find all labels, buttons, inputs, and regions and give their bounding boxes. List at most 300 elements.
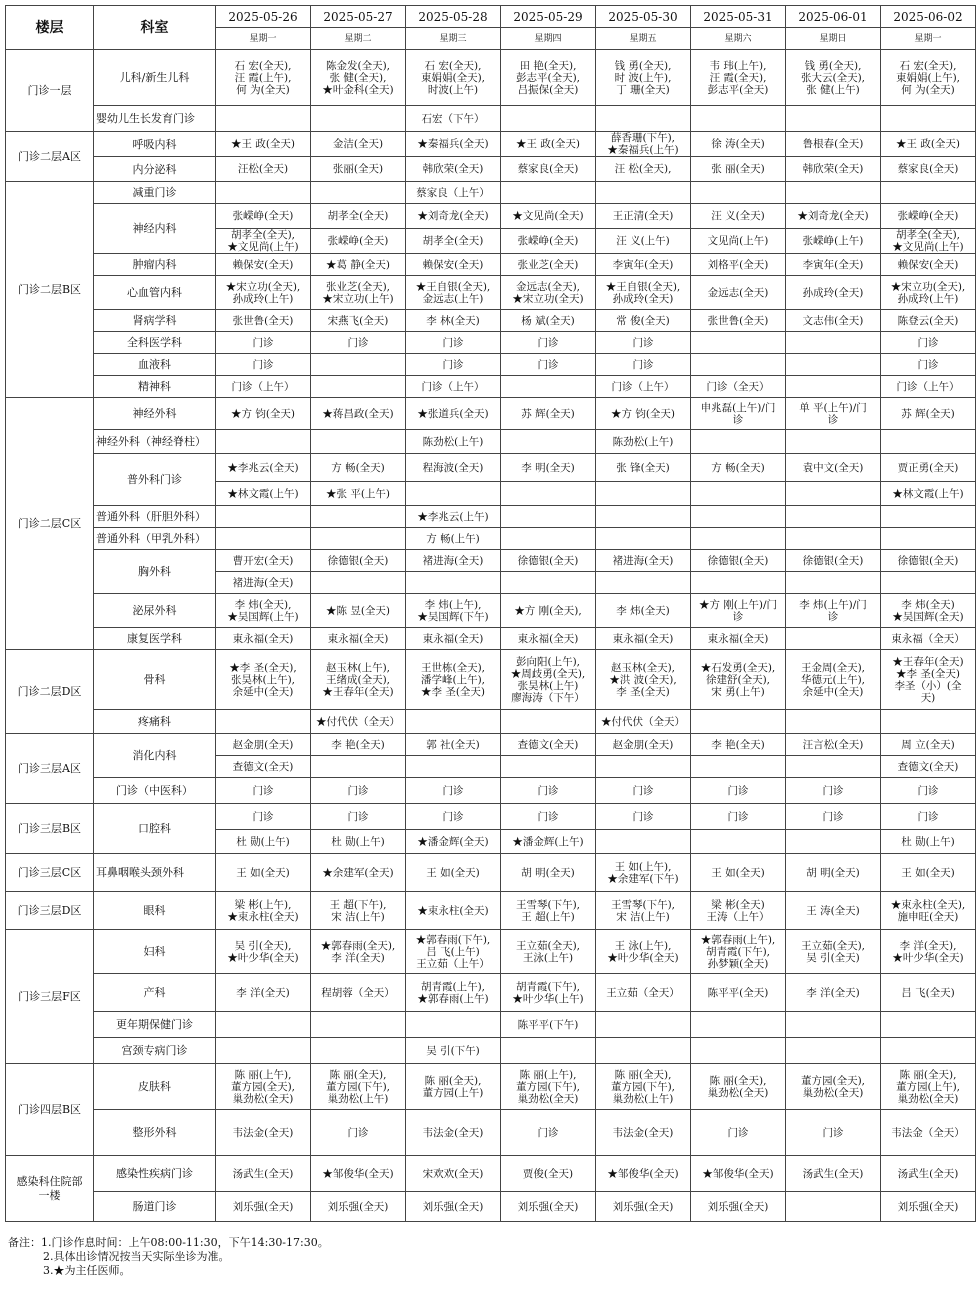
doctor-cell: ★余建军(全天): [311, 854, 406, 892]
doctor-cell: 汤武生(全天): [216, 1156, 311, 1192]
doctor-cell: [786, 332, 881, 354]
dept-cell: 全科医学科: [94, 332, 216, 354]
doctor-cell: 王正清(全天): [596, 204, 691, 229]
dept-cell: 普通外科（甲乳外科）: [94, 528, 216, 550]
doctor-cell: [311, 106, 406, 132]
doctor-cell: 门诊: [786, 1110, 881, 1156]
dept-cell: 血液科: [94, 354, 216, 376]
doctor-cell: [501, 182, 596, 204]
doctor-cell: 门诊: [216, 332, 311, 354]
doctor-cell: 张 丽(全天): [691, 157, 786, 182]
doctor-cell: 汪 义(全天): [691, 204, 786, 229]
doctor-cell: [311, 528, 406, 550]
date-header: 2025-05-28: [406, 6, 501, 28]
doctor-cell: 鲁根春(全天): [786, 132, 881, 157]
doctor-cell: 张业芝(全天), ★宋立功(上午): [311, 276, 406, 310]
doctor-cell: [691, 1012, 786, 1038]
doctor-cell: [501, 1038, 596, 1064]
table-row: [6, 734, 976, 756]
doctor-cell: 蔡家良（上午）: [406, 182, 501, 204]
doctor-cell: 陈 丽(全天), 巢劲松(全天): [691, 1064, 786, 1110]
doctor-cell: 李寅年(全天): [596, 254, 691, 276]
table-row: [6, 892, 976, 930]
doctor-cell: [691, 528, 786, 550]
doctor-cell: 杜 勋(上午): [311, 830, 406, 854]
doctor-cell: [406, 1012, 501, 1038]
doctor-cell: ★王春年(全天) ★李 圣(全天) 李圣（小）(全 天): [881, 650, 976, 710]
doctor-cell: [786, 1012, 881, 1038]
dept-cell: 整形外科: [94, 1110, 216, 1156]
doctor-cell: 程胡蓉（全天）: [311, 974, 406, 1012]
doctor-cell: [311, 572, 406, 594]
dept-cell: 神经内科: [94, 204, 216, 254]
doctor-cell: ★石发勇(全天), 徐建舒(全天), 宋 勇(上午): [691, 650, 786, 710]
doctor-cell: [881, 1038, 976, 1064]
doctor-cell: [786, 430, 881, 454]
doctor-cell: 门诊: [311, 1110, 406, 1156]
doctor-cell: ★王 政(全天): [881, 132, 976, 157]
doctor-cell: 赵金朋(全天): [216, 734, 311, 756]
doctor-cell: 李 洋(全天), ★叶少华(全天): [881, 930, 976, 974]
doctor-cell: 刘乐强(全天): [406, 1192, 501, 1222]
doctor-cell: [501, 528, 596, 550]
doctor-cell: 门诊: [501, 1110, 596, 1156]
floor-cell: 门诊四层B区: [6, 1064, 94, 1156]
table-row: [6, 204, 976, 229]
note-line: 2.具体出诊情况按当天实际坐诊为准。: [8, 1250, 230, 1263]
doctor-cell: 陈劲松(上午): [406, 430, 501, 454]
doctor-cell: 宋欢欢(全天): [406, 1156, 501, 1192]
table-row: [6, 157, 976, 182]
doctor-cell: 赵玉林(上午), 王绪成(全天), ★王春年(全天): [311, 650, 406, 710]
doctor-cell: 苏 辉(全天): [501, 398, 596, 430]
doctor-cell: 東永福(全天): [596, 628, 691, 650]
date-header: 2025-05-27: [311, 6, 406, 28]
doctor-cell: [406, 482, 501, 506]
doctor-cell: ★郭春雨(全天), 李 洋(全天): [311, 930, 406, 974]
doctor-cell: 董方园(全天), 巢劲松(全天): [786, 1064, 881, 1110]
date-header: 2025-05-31: [691, 6, 786, 28]
doctor-cell: ★付代伏（全天）: [596, 710, 691, 734]
doctor-cell: [691, 106, 786, 132]
doctor-cell: 门诊: [501, 354, 596, 376]
doctor-cell: 李 炜(全天), ★吴国辉(上午): [216, 594, 311, 628]
doctor-cell: [216, 506, 311, 528]
doctor-cell: 褚进海(全天): [406, 550, 501, 572]
doctor-cell: 胡 明(全天): [786, 854, 881, 892]
doctor-cell: 门诊（全天）: [691, 376, 786, 398]
doctor-cell: [691, 710, 786, 734]
doctor-cell: 胡 明(全天): [501, 854, 596, 892]
doctor-cell: 门诊: [216, 778, 311, 804]
doctor-cell: ★蒋昌政(全天): [311, 398, 406, 430]
doctor-cell: 金洁(全天): [311, 132, 406, 157]
doctor-cell: ★张 平(上午): [311, 482, 406, 506]
doctor-cell: 石 宏(全天), 東娟娟(上午), 何 为(全天): [881, 50, 976, 106]
doctor-cell: [596, 482, 691, 506]
doctor-cell: [881, 182, 976, 204]
date-header: 2025-06-01: [786, 6, 881, 28]
dept-cell: 呼吸内科: [94, 132, 216, 157]
doctor-cell: 刘乐强(全天): [691, 1192, 786, 1222]
doctor-cell: ★郭春雨(下午), 吕 飞(上午) 王立茹（上午）: [406, 930, 501, 974]
doctor-cell: ★李兆云(全天): [216, 454, 311, 482]
doctor-cell: ★宋立功(全天), 孙成玲(上午): [216, 276, 311, 310]
doctor-cell: 文见尚(上午): [691, 229, 786, 254]
doctor-cell: 王 如(上午), ★余建军(下午): [596, 854, 691, 892]
table-row: [6, 1110, 976, 1156]
dept-cell: 内分泌科: [94, 157, 216, 182]
doctor-cell: 门诊（上午）: [881, 376, 976, 398]
doctor-cell: 東永福(全天): [311, 628, 406, 650]
doctor-cell: [501, 710, 596, 734]
doctor-cell: 吴 引(下午): [406, 1038, 501, 1064]
doctor-cell: 门诊: [881, 332, 976, 354]
doctor-cell: [311, 1012, 406, 1038]
doctor-cell: 陈 丽(上午), 董方园(全天), 巢劲松(全天): [216, 1064, 311, 1110]
doctor-cell: [501, 756, 596, 778]
table-row: [6, 528, 976, 550]
table-row: [6, 550, 976, 572]
doctor-cell: 韦 玮(上午), 汪 霞(全天), 彭志平(全天): [691, 50, 786, 106]
floor-cell: 门诊二层C区: [6, 398, 94, 650]
doctor-cell: [881, 430, 976, 454]
dept-cell: 宫颈专病门诊: [94, 1038, 216, 1064]
doctor-cell: [596, 572, 691, 594]
doctor-cell: [216, 430, 311, 454]
doctor-cell: 韦法金(全天): [216, 1110, 311, 1156]
weekday-header: 星期一: [881, 28, 976, 50]
doctor-cell: 钱 勇(全天), 张大云(全天), 张 健(上午): [786, 50, 881, 106]
doctor-cell: ★宋立功(全天), 孙成玲(上午): [881, 276, 976, 310]
table-row: [6, 276, 976, 310]
doctor-cell: 東永福(全天): [216, 628, 311, 650]
doctor-cell: [596, 182, 691, 204]
doctor-cell: [216, 1012, 311, 1038]
doctor-cell: 查德文(全天): [216, 756, 311, 778]
doctor-cell: ★王 政(全天): [216, 132, 311, 157]
doctor-cell: 東永福(全天): [406, 628, 501, 650]
doctor-cell: 石 宏(全天), 汪 霞(上午), 何 为(全天): [216, 50, 311, 106]
doctor-cell: 门诊: [501, 778, 596, 804]
doctor-cell: 梁 彬(全天) 王涛（上午）: [691, 892, 786, 930]
doctor-cell: 门诊: [311, 332, 406, 354]
doctor-cell: 张丽(全天): [311, 157, 406, 182]
doctor-cell: [691, 572, 786, 594]
doctor-cell: 東永福(全天): [501, 628, 596, 650]
doctor-cell: 门诊: [596, 778, 691, 804]
doctor-cell: 赵金朋(全天): [596, 734, 691, 756]
doctor-cell: [216, 528, 311, 550]
date-header: 2025-05-29: [501, 6, 596, 28]
doctor-cell: 陈 丽(上午), 董方园(下午), 巢劲松(全天): [501, 1064, 596, 1110]
doctor-cell: 门诊: [406, 804, 501, 830]
doctor-cell: [311, 376, 406, 398]
doctor-cell: [406, 572, 501, 594]
doctor-cell: 李 洋(全天): [786, 974, 881, 1012]
doctor-cell: 陈平平(全天): [691, 974, 786, 1012]
doctor-cell: 石宏（下午）: [406, 106, 501, 132]
table-row: [6, 332, 976, 354]
doctor-cell: [786, 106, 881, 132]
dept-cell: 神经外科: [94, 398, 216, 430]
table-row: [6, 778, 976, 804]
doctor-cell: [501, 430, 596, 454]
doctor-cell: 徐德银(全天): [501, 550, 596, 572]
doctor-cell: 徐德银(全天): [311, 550, 406, 572]
doctor-cell: 门诊: [406, 354, 501, 376]
doctor-cell: 金远志(全天), ★宋立功(全天): [501, 276, 596, 310]
doctor-cell: 门诊: [501, 804, 596, 830]
doctor-cell: [691, 182, 786, 204]
doctor-cell: 门诊（上午）: [596, 376, 691, 398]
doctor-cell: 韦法金（全天）: [881, 1110, 976, 1156]
doctor-cell: 李 洋(全天): [216, 974, 311, 1012]
doctor-cell: 李 林(全天): [406, 310, 501, 332]
doctor-cell: ★方 刚(上午)/门 诊: [691, 594, 786, 628]
dept-cell: 眼科: [94, 892, 216, 930]
doctor-cell: 赖保安(全天): [406, 254, 501, 276]
note-line: 3.★为主任医师。: [8, 1264, 131, 1277]
table-row: [6, 594, 976, 628]
doctor-cell: 胡青霞(上午), ★郭春雨(上午): [406, 974, 501, 1012]
doctor-cell: [786, 528, 881, 550]
dept-cell: 普外科门诊: [94, 454, 216, 506]
doctor-cell: [311, 430, 406, 454]
dept-cell: 耳鼻咽喉头颈外科: [94, 854, 216, 892]
weekday-header: 星期一: [216, 28, 311, 50]
dept-cell: 皮肤科: [94, 1064, 216, 1110]
doctor-cell: 赖保安(全天): [881, 254, 976, 276]
doctor-cell: ★李兆云(上午): [406, 506, 501, 528]
doctor-cell: 梁 彬(上午), ★束永柱(全天): [216, 892, 311, 930]
floor-cell: 门诊三层B区: [6, 804, 94, 854]
doctor-cell: [691, 482, 786, 506]
doctor-cell: ★方 钧(全天): [216, 398, 311, 430]
doctor-cell: [786, 628, 881, 650]
doctor-cell: 褚进海(全天): [216, 572, 311, 594]
doctor-cell: 门诊: [311, 778, 406, 804]
doctor-cell: ★郭春雨(上午), 胡青霞(下午), 孙梦颖(全天): [691, 930, 786, 974]
table-row: [6, 454, 976, 482]
doctor-cell: ★李 圣(全天), 张昊林(上午), 余延中(全天): [216, 650, 311, 710]
doctor-cell: 张嵘峥(全天): [311, 229, 406, 254]
doctor-cell: [596, 1038, 691, 1064]
table-row: [6, 430, 976, 454]
doctor-cell: [881, 572, 976, 594]
doctor-cell: 杨 斌(全天): [501, 310, 596, 332]
doctor-cell: [691, 354, 786, 376]
table-row: [6, 930, 976, 974]
doctor-cell: 门诊（上午）: [216, 376, 311, 398]
doctor-cell: 门诊: [501, 332, 596, 354]
table-row: [6, 650, 976, 710]
dept-cell: 产科: [94, 974, 216, 1012]
doctor-cell: 汪 义(上午): [596, 229, 691, 254]
dept-cell: 骨科: [94, 650, 216, 710]
doctor-cell: ★方 钧(全天): [596, 398, 691, 430]
doctor-cell: 韦法金(全天): [596, 1110, 691, 1156]
doctor-cell: [881, 710, 976, 734]
doctor-cell: 胡青霞(下午), ★叶少华(上午): [501, 974, 596, 1012]
doctor-cell: [501, 106, 596, 132]
doctor-cell: ★潘金辉(全天): [406, 830, 501, 854]
doctor-cell: 李 明(全天): [501, 454, 596, 482]
doctor-cell: 王 如(全天): [406, 854, 501, 892]
doctor-cell: 東永福（全天）: [881, 628, 976, 650]
doctor-cell: 東永福(全天): [691, 628, 786, 650]
doctor-cell: 文志伟(全天): [786, 310, 881, 332]
doctor-cell: ★王自银(全天), 孙成玲(全天): [596, 276, 691, 310]
doctor-cell: ★方 刚(全天),: [501, 594, 596, 628]
doctor-cell: [881, 528, 976, 550]
doctor-cell: [786, 482, 881, 506]
dept-cell: 消化内科: [94, 734, 216, 778]
doctor-cell: 周 立(全天): [881, 734, 976, 756]
doctor-cell: [406, 710, 501, 734]
doctor-cell: 曹开宏(全天): [216, 550, 311, 572]
doctor-cell: 王立茹(全天), 王泳(上午): [501, 930, 596, 974]
doctor-cell: [881, 506, 976, 528]
dept-cell: 妇科: [94, 930, 216, 974]
doctor-cell: 苏 辉(全天): [881, 398, 976, 430]
notes: [8, 1236, 329, 1278]
dept-cell: 儿科/新生儿科: [94, 50, 216, 106]
doctor-cell: [216, 1038, 311, 1064]
doctor-cell: 门诊: [406, 332, 501, 354]
doctor-cell: 韩欣荣(全天): [786, 157, 881, 182]
doctor-cell: [501, 376, 596, 398]
doctor-cell: [596, 756, 691, 778]
dept-cell: 疼痛科: [94, 710, 216, 734]
doctor-cell: 吴 引(全天), ★叶少华(全天): [216, 930, 311, 974]
dept-cell: 精神科: [94, 376, 216, 398]
doctor-cell: ★束永柱(全天): [406, 892, 501, 930]
doctor-cell: 张嵘峥(全天): [881, 204, 976, 229]
doctor-cell: 程海波(全天): [406, 454, 501, 482]
table-row: [6, 974, 976, 1012]
table-row: [6, 310, 976, 332]
doctor-cell: [881, 106, 976, 132]
table-row: [6, 628, 976, 650]
table-row: [6, 1192, 976, 1222]
weekday-header: 星期二: [311, 28, 406, 50]
doctor-cell: 胡孝全(全天), ★文见尚(上午): [881, 229, 976, 254]
dept-header: 科室: [94, 6, 216, 50]
doctor-cell: [311, 756, 406, 778]
floor-cell: 门诊二层D区: [6, 650, 94, 734]
doctor-cell: 王雪琴(下午), 王 超(上午): [501, 892, 596, 930]
doctor-cell: 汪言松(全天): [786, 734, 881, 756]
doctor-cell: 门诊: [881, 354, 976, 376]
dept-cell: 神经外科（神经脊柱）: [94, 430, 216, 454]
doctor-cell: ★王自银(全天), 金远志(上午): [406, 276, 501, 310]
doctor-cell: 徐 涛(全天): [691, 132, 786, 157]
floor-cell: 感染科住院部 一楼: [6, 1156, 94, 1222]
doctor-cell: ★秦福兵(全天): [406, 132, 501, 157]
weekday-header: 星期六: [691, 28, 786, 50]
doctor-cell: [786, 1038, 881, 1064]
doctor-cell: [406, 756, 501, 778]
doctor-cell: 徐德银(全天): [881, 550, 976, 572]
dept-cell: 心血管内科: [94, 276, 216, 310]
weekday-header: 星期三: [406, 28, 501, 50]
doctor-cell: 蔡家良(全天): [881, 157, 976, 182]
dept-cell: 肿瘤内科: [94, 254, 216, 276]
doctor-cell: 胡孝全(全天), ★文见尚(上午): [216, 229, 311, 254]
table-row: [6, 1064, 976, 1110]
doctor-cell: 查德文(全天): [881, 756, 976, 778]
doctor-cell: 王雪琴(下午), 宋 洁(上午): [596, 892, 691, 930]
doctor-cell: 徐德银(全天): [786, 550, 881, 572]
doctor-cell: 陈金发(全天), 张 健(全天), ★叶金科(全天): [311, 50, 406, 106]
doctor-cell: 李寅年(全天): [786, 254, 881, 276]
date-header: 2025-05-30: [596, 6, 691, 28]
doctor-cell: ★邹俊华(全天): [311, 1156, 406, 1192]
doctor-cell: 韩欣荣(全天): [406, 157, 501, 182]
doctor-cell: ★邹俊华(全天): [691, 1156, 786, 1192]
dept-cell: 婴幼儿生长发育门诊: [94, 106, 216, 132]
doctor-cell: 门诊: [786, 778, 881, 804]
doctor-cell: 常 俊(全天): [596, 310, 691, 332]
doctor-cell: 杜 勋(上午): [881, 830, 976, 854]
doctor-cell: 刘乐强(全天): [881, 1192, 976, 1222]
doctor-cell: ★邹俊华(全天): [596, 1156, 691, 1192]
doctor-cell: 王 如(全天): [691, 854, 786, 892]
doctor-cell: [786, 376, 881, 398]
doctor-cell: ★张道兵(全天): [406, 398, 501, 430]
doctor-cell: [311, 1038, 406, 1064]
doctor-cell: 门诊: [596, 354, 691, 376]
doctor-cell: 陈登云(全天): [881, 310, 976, 332]
doctor-cell: 赵玉林(全天), ★洪 波(全天), 李 圣(全天): [596, 650, 691, 710]
floor-cell: 门诊二层B区: [6, 182, 94, 398]
doctor-cell: [216, 182, 311, 204]
doctor-cell: [786, 354, 881, 376]
doctor-cell: 郭 社(全天): [406, 734, 501, 756]
doctor-cell: [691, 756, 786, 778]
doctor-cell: 王 泳(上午), ★叶少华(全天): [596, 930, 691, 974]
doctor-cell: 李 炜(全天) ★吴国辉(全天): [881, 594, 976, 628]
doctor-cell: 金远志(全天): [691, 276, 786, 310]
doctor-cell: 张世鲁(全天): [691, 310, 786, 332]
dept-cell: 口腔科: [94, 804, 216, 854]
doctor-cell: 门诊: [406, 778, 501, 804]
doctor-cell: ★刘奇龙(全天): [786, 204, 881, 229]
doctor-cell: 王世栋(全天), 潘学峰(上午), ★李 圣(全天): [406, 650, 501, 710]
doctor-cell: 门诊（上午）: [406, 376, 501, 398]
doctor-cell: 门诊: [691, 804, 786, 830]
table-row: [6, 254, 976, 276]
floor-cell: 门诊三层A区: [6, 734, 94, 804]
doctor-cell: 查德文(全天): [501, 734, 596, 756]
floor-cell: 门诊三层F区: [6, 930, 94, 1064]
doctor-cell: 门诊: [881, 778, 976, 804]
doctor-cell: ★林文霞(上午): [216, 482, 311, 506]
doctor-cell: 汤武生(全天): [786, 1156, 881, 1192]
doctor-cell: [786, 572, 881, 594]
doctor-cell: ★陈 昱(全天): [311, 594, 406, 628]
doctor-cell: 陈劲松(上午): [596, 430, 691, 454]
header-row-dates: [6, 6, 976, 28]
table-row: [6, 1012, 976, 1038]
doctor-cell: [216, 710, 311, 734]
doctor-cell: 门诊: [311, 804, 406, 830]
floor-header: 楼层: [6, 6, 94, 50]
doctor-cell: 方 畅(全天): [311, 454, 406, 482]
doctor-cell: ★文见尚(全天): [501, 204, 596, 229]
doctor-cell: 贾俊(全天): [501, 1156, 596, 1192]
